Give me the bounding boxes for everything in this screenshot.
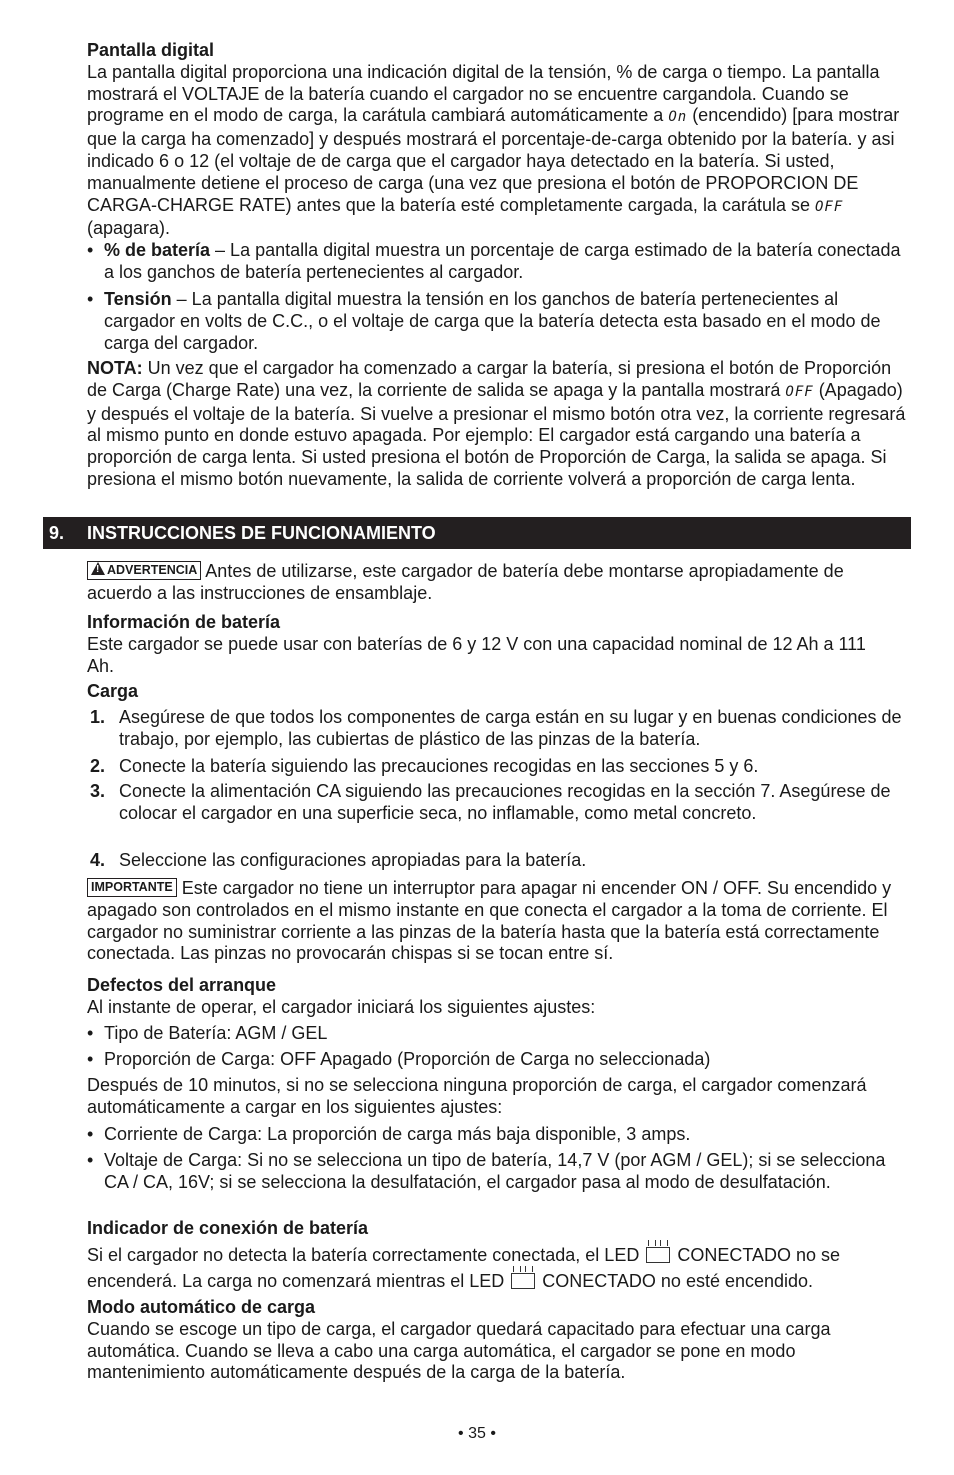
bullet-tension-label: Tensión: [104, 289, 172, 309]
nota-text-b: (Apagado) y después el voltaje de la batería. Si vuelve a presionar el mismo botón otra vez, la corriente regresará al mismo punto en donde estuvo apagada. Por ejemplo: El cargador está cargando una batería a proporción de carga lenta. Si usted presiona el botón de Proporción de Carga, la salida se apaga. Si presiona el mismo botón nuevamente, la salida de corriente volverá a proporción de carga lenta.: [87, 379, 906, 489]
step-text: Conecte la batería siguiendo las precauciones recogidas en las secciones 5 y 6.: [119, 756, 759, 776]
indicador-heading: Indicador de conexión de batería: [87, 1218, 369, 1238]
carga-heading: Carga: [87, 681, 139, 701]
step-text: Seleccione las configuraciones apropiadas para la batería.: [119, 850, 587, 870]
warning-triangle-icon: [91, 562, 105, 575]
info-bateria-section: [87, 612, 913, 677]
defectos-bullet-1: [87, 1023, 913, 1045]
step-number: 2.: [90, 756, 106, 776]
bullet-text: • Voltaje de Carga: Si no se selecciona un tipo de batería, 14,7 V (por AGM / GEL); si se selecciona CA / CA, 16V; si se selecciona la desulfatación, el cargador pasa al modo de desulfatación.: [87, 1150, 913, 1194]
modo-heading: Modo automático de carga: [87, 1297, 316, 1317]
lcd-off-glyph-2: OFF: [785, 383, 814, 400]
pantalla-digital-section: [87, 40, 913, 240]
importante-block: [87, 878, 913, 965]
defectos-after-text: Después de 10 minutos, si no se selecciona ninguna proporción de carga, el cargador comenzará automáticamente a cargar en los siguientes ajustes:: [87, 1075, 867, 1117]
advertencia-label: [87, 561, 201, 580]
pantalla-text-a: La pantalla digital proporciona una indicación digital de la tensión, % de carga o tiempo. La pantalla mostrará el VOLTAJE de la batería cuando el cargador no se encuentre cargandola. Cuando se programe en el modo de carga, la carátula cambiará automáticamente a: [87, 61, 880, 126]
bullet-text: • Proporción de Carga: OFF Apagado (Proporción de Carga no seleccionada): [87, 1049, 913, 1071]
bullet-text: • Tipo de Batería: AGM / GEL: [87, 1023, 913, 1045]
defectos-intro: Al instante de operar, el cargador iniciará los siguientes ajustes:: [87, 996, 596, 1017]
indicador-section: [87, 1218, 913, 1294]
importante-text: Este cargador no tiene un interruptor para apagar ni encender ON / OFF. Su encendido y apagado son controlados en el mismo instante en que conecta el cargador a la toma de corriente. El cargador no suministrar corriente a las pinzas de la batería hasta que la batería está correctamente conectada. Las pinzas no provocarán chispas si se tocan entre sí.: [87, 878, 892, 964]
carga-step-4: [87, 850, 913, 872]
defectos-bullet-3: [87, 1124, 913, 1146]
importante-label: IMPORTANTE: [87, 878, 177, 897]
bullet-tension-text: – La pantalla digital muestra la tensión en los ganchos de batería pertenecientes al cargador en volts de C.C., o el voltaje de carga que la batería detecta esta basado en el modo de carga del cargador.: [104, 289, 881, 353]
defectos-heading: Defectos del arranque: [87, 975, 277, 995]
pantalla-heading: Pantalla digital: [87, 40, 215, 60]
bullet-bateria-label: % de batería: [104, 240, 211, 260]
section-number: 9.: [49, 523, 65, 543]
step-number: 3.: [90, 781, 106, 801]
pantalla-text-b: (encendido) [para mostrar que la carga ha comenzado] y después mostrará el porcentaje-de-carga obtenido por la batería. y asi indicado 6 o 12 (el voltaje de de carga que el cargador haya detectado en la batería. Si usted, manualmente detiene el proceso de carga (una vez que presiona el botón de PROPORCION DE CARGA-CHARGE RATE) antes que la batería esté completamente cargada, la carátula se: [87, 105, 900, 215]
step-text: Asegúrese de que todos los componentes de carga están en su lugar y en buenas condiciones de trabajo, por ejemplo, las cubiertas de plástico de las pinzas de la batería.: [119, 707, 902, 749]
bullet-text: • Corriente de Carga: La proporción de carga más baja disponible, 3 amps.: [87, 1124, 913, 1146]
defectos-section: [87, 975, 913, 1019]
section-title: INSTRUCCIONES DE FUNCIONAMIENTO: [87, 523, 436, 543]
modo-text: Cuando se escoge un tipo de carga, el cargador quedará capacitado para efectuar una carga automática. Cuando se lleva a cabo una carga automática, el cargador se pone en modo mantenimiento automáticamente después de la carga de la batería.: [87, 1318, 831, 1383]
nota-text-a: Un vez que el cargador ha comenzado a cargar la batería, si presiona el botón de Proporción de Carga (Charge Rate) una vez, la corriente de salida se apaga y la pantalla mostrará: [87, 358, 892, 400]
defectos-after: [87, 1075, 913, 1119]
advertencia-block: [87, 561, 913, 605]
lcd-off-glyph: OFF: [815, 198, 844, 215]
advertencia-text: Antes de utilizarse, este cargador de batería debe montarse apropiadamente de acuerdo a las instrucciones de ensamblaje.: [87, 561, 844, 603]
info-heading: Información de batería: [87, 612, 281, 632]
pantalla-paragraph: [87, 62, 913, 240]
led-connected-icon: [646, 1247, 670, 1263]
defectos-bullet-2: [87, 1049, 913, 1071]
nota-paragraph: [87, 358, 913, 491]
carga-step-3: [87, 781, 913, 825]
nota-label: NOTA:: [87, 358, 143, 378]
pantalla-text-c: (apagara).: [87, 218, 171, 239]
modo-section: [87, 1297, 913, 1384]
indicador-text-2: CONECTADO no se encenderá. La carga no comenzará mientras el LED: [87, 1244, 841, 1291]
lcd-on-glyph: On: [668, 109, 688, 126]
section-heading-bar: [43, 517, 911, 549]
carga-step-1: [87, 707, 913, 751]
step-number: 4.: [90, 850, 106, 870]
step-text: Conecte la alimentación CA siguiendo las precauciones recogidas en la sección 7. Asegúrese de colocar el cargador en una superficie seca, no inflamable, como metal concreto.: [119, 781, 891, 823]
carga-step-2: [87, 756, 913, 778]
bullet-bateria: [87, 240, 913, 284]
step-number: 1.: [90, 707, 106, 727]
carga-heading-block: [87, 681, 913, 703]
info-text: Este cargador se puede usar con baterías de 6 y 12 V con una capacidad nominal de 12 Ah a 111 Ah.: [87, 633, 866, 676]
page-number: • 35 •: [458, 1425, 496, 1442]
bullet-bateria-text: – La pantalla digital muestra un porcentaje de carga estimado de la batería conectada a los ganchos de batería pertenecientes al cargador.: [104, 240, 901, 282]
indicador-text-1: Si el cargador no detecta la batería correctamente conectada, el LED: [87, 1244, 645, 1265]
indicador-text-3: CONECTADO no esté encendido.: [537, 1270, 814, 1291]
advertencia-tag-text: ADVERTENCIA: [107, 563, 198, 577]
led-connected-icon: [511, 1273, 535, 1289]
indicador-text: [87, 1242, 913, 1294]
bullet-tension: [87, 289, 913, 354]
defectos-bullet-4: [87, 1150, 913, 1194]
